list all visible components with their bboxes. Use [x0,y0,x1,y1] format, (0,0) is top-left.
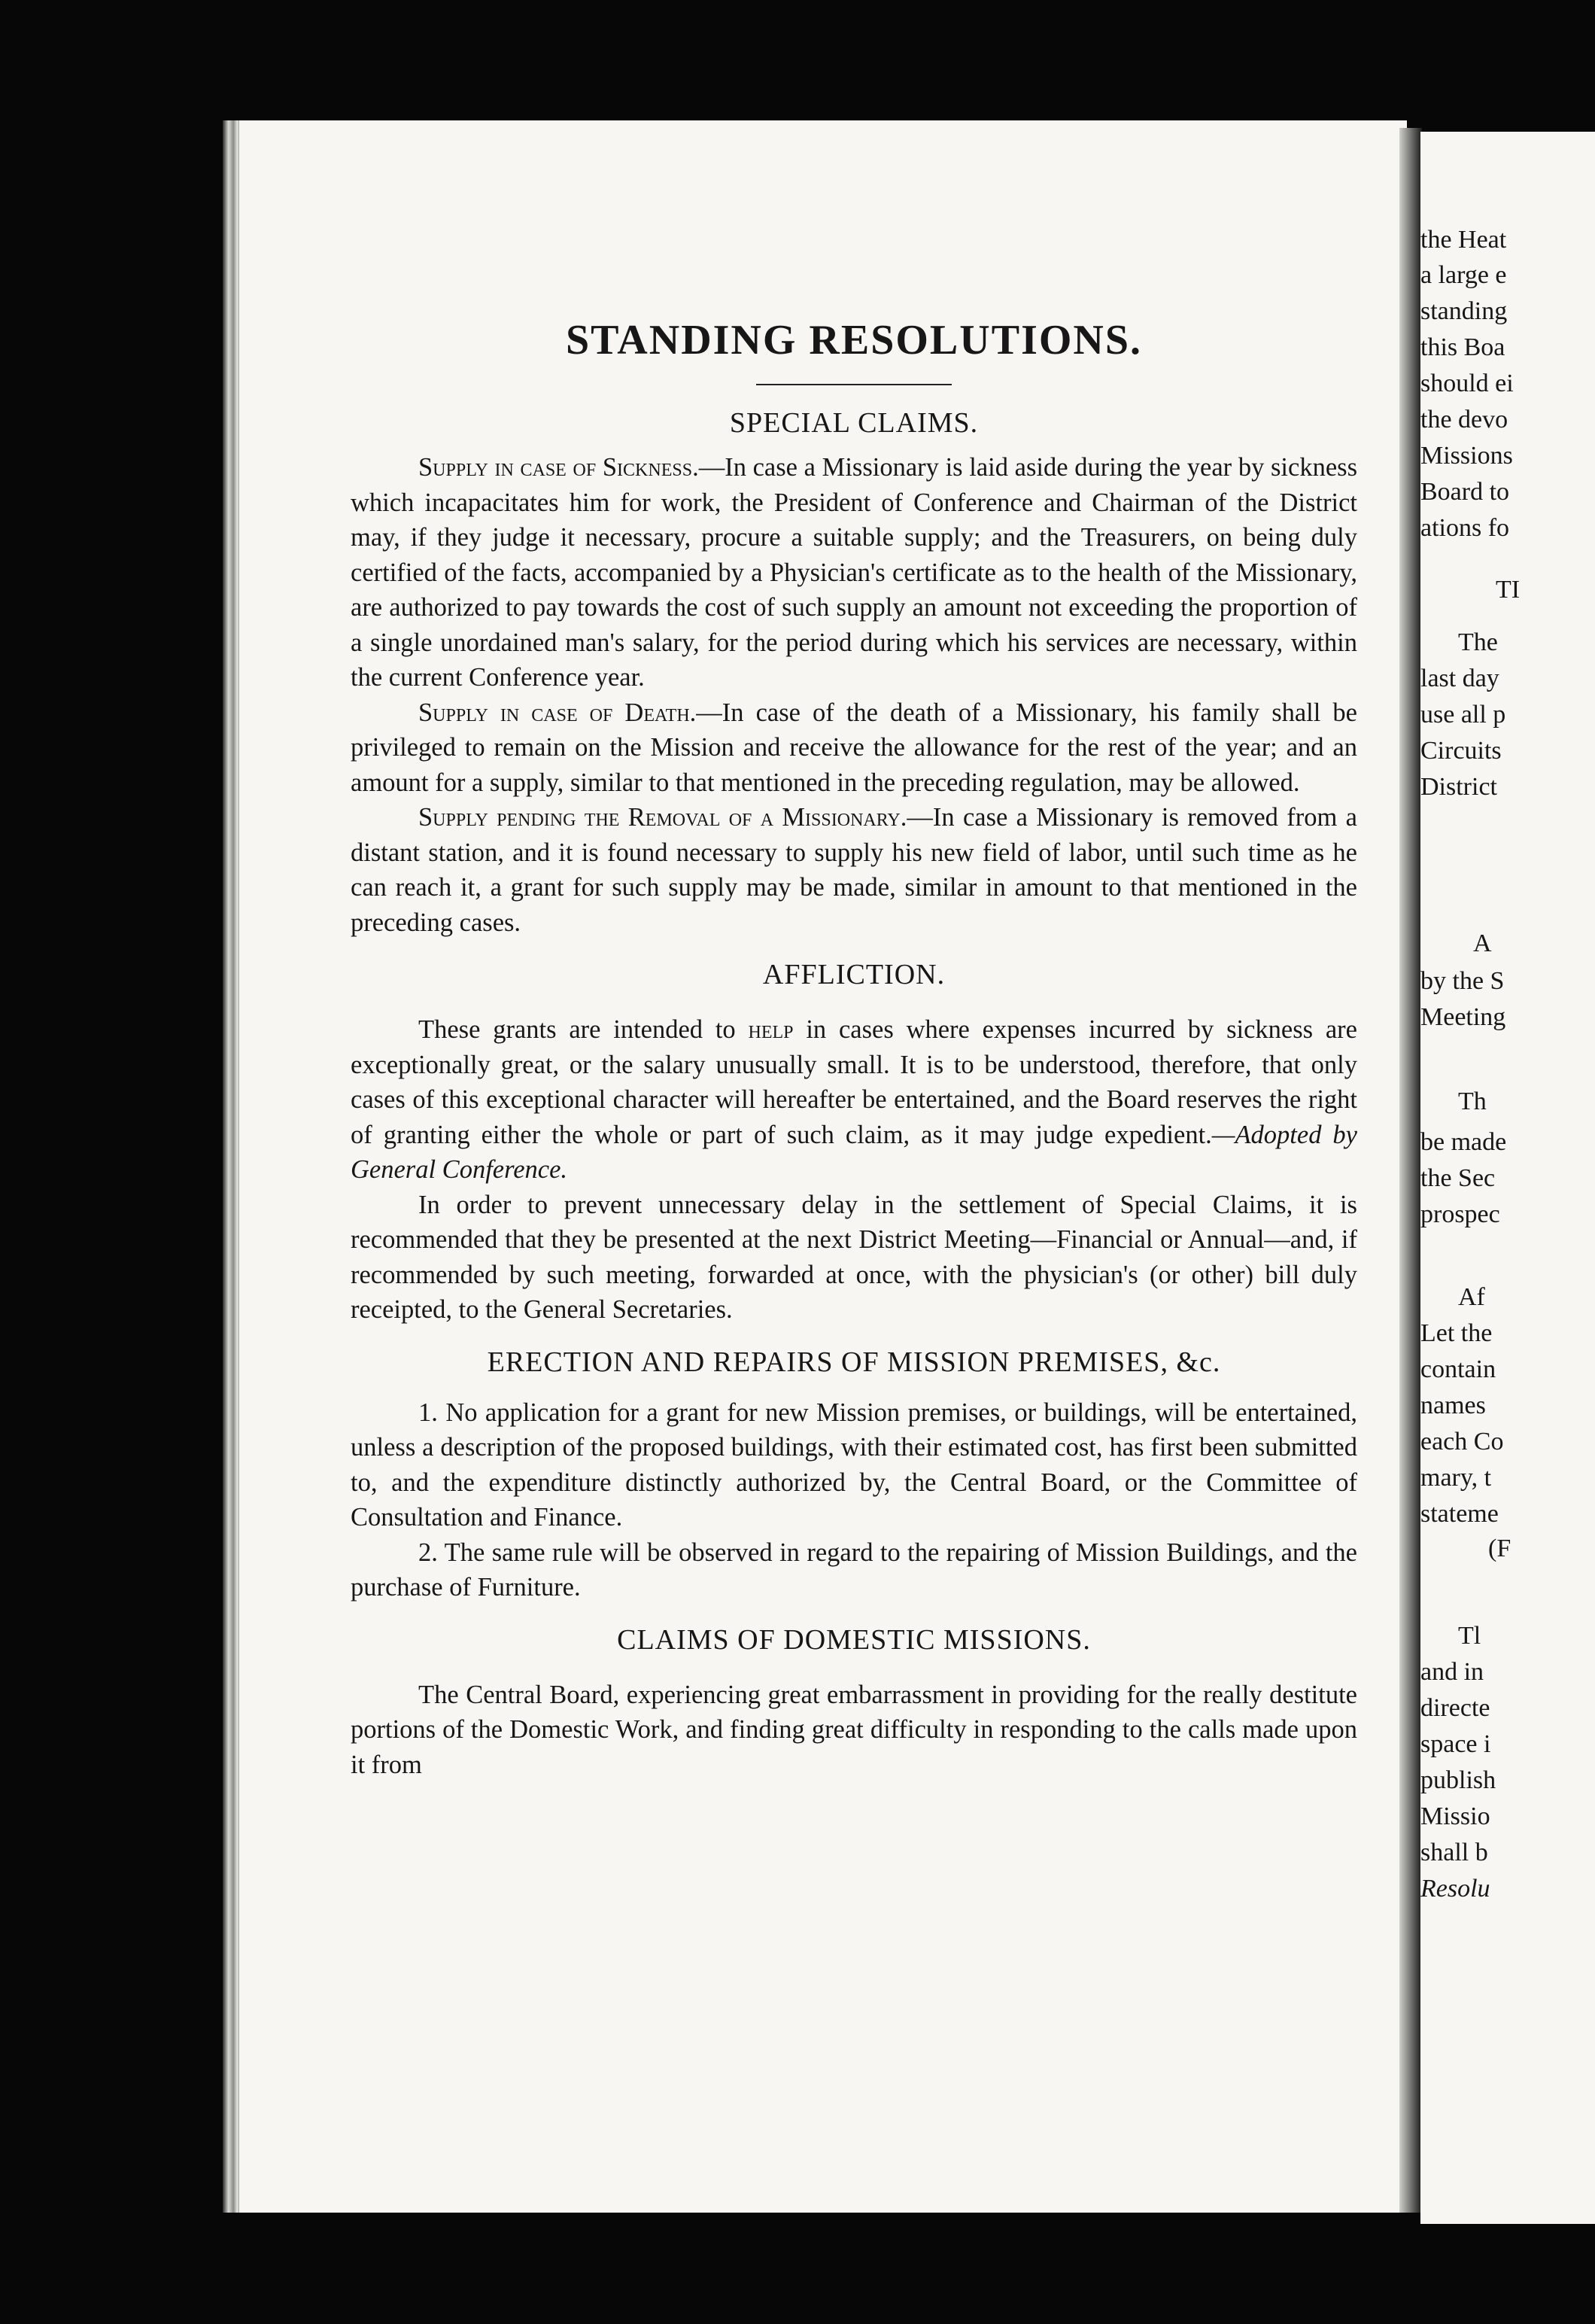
title-rule [756,384,952,385]
right-page-line: contain [1420,1355,1496,1383]
paragraph-erection-2: 2. The same rule will be observed in regard to the repairing of Mission Buildings, and the purchase of Furniture. [351,1538,1357,1602]
text-affliction-b: in cases where expenses incurred by sickness are exceptionally great, or the salary unusually small. It is to be understood, therefore, that only cases of this exceptional character will hereafter be entertained, and the Board reserves the right of granting either the whole or part of such claim, as it may judge expedient. [351,1015,1357,1149]
lead-removal: Supply pending the Removal of a Missionary. [418,803,907,832]
page-content [351,316,1357,1782]
heading-domestic: CLAIMS OF DOMESTIC MISSIONS. [617,1623,1091,1656]
right-page-line: each Co [1420,1428,1504,1456]
right-page-line: Meeting [1420,1003,1506,1031]
right-page-line: by the S [1420,967,1505,995]
right-page-line: shall b [1420,1839,1488,1866]
right-page [1420,132,1595,2224]
right-page-line: the Heat [1420,226,1507,254]
right-page-line: should ei [1420,370,1514,397]
right-page-line: Resolu [1420,1875,1490,1903]
right-page-line: a large e [1420,261,1507,289]
right-page-line: Th [1458,1087,1487,1115]
right-page-line: Tl [1458,1622,1481,1650]
text-sickness: —In case a Missionary is laid aside during the year by sickness which incapacitates him for work, the President of Conference and Chairman of the District may, if they judge it necessary, procure a suitable supply; and the Treasurers, on being duly certified of the facts, accompanied by a Physician's certificate as to the health of the Missionary, are authorized to pay towards the cost of such supply an amount not exceeding the proportion of a single unordained man's salary, for the period during which his services are necessary, within the current Conference year. [351,453,1357,692]
right-page-line: Missions [1420,442,1513,470]
right-page-line: Missio [1420,1802,1490,1830]
paragraph-death [351,695,1357,801]
right-page-line: ations fo [1420,514,1510,542]
right-page-line: names [1420,1392,1486,1419]
right-page-line: (F [1488,1535,1511,1562]
paragraph-erection-1: 1. No application for a grant for new Mission premises, or buildings, will be entertained, unless a description of the proposed buildings, with their estimated cost, has first been submitted to, and the expenditure distinctly authorized by, the Central Board, or the Committee of Consultation and Finance. [351,1398,1357,1532]
right-page-line: the Sec [1420,1164,1496,1192]
right-page-line: standing [1420,297,1508,325]
paragraph-domestic: The Central Board, experiencing great embarrassment in providing for the really destitute portions of the Domestic Work, and finding great difficulty in responding to the calls made upon it from [351,1680,1357,1779]
text-adopted: —Adopted by General Conference. [351,1120,1357,1184]
right-page-line: A [1473,929,1492,957]
paragraph-affliction-grants [351,1012,1357,1188]
paragraph-removal [351,800,1357,940]
page-gutter [1399,128,1422,2213]
heading-affliction: AFFLICTION. [762,959,946,990]
right-page-line: the devo [1420,406,1508,433]
text-death: —In case of the death of a Missionary, his family shall be privileged to remain on the Mission and receive the allowance for the rest of the year; and an amount for a supply, similar to that mentioned in the preceding regulation, may be allowed. [351,698,1357,797]
right-page-line: publish [1420,1766,1496,1794]
page-title: STANDING RESOLUTIONS. [565,317,1143,364]
right-page-line: prospec [1420,1200,1500,1228]
right-page-line: The [1458,628,1498,656]
paragraph-sickness [351,450,1357,695]
lead-death: Supply in case of Death. [418,698,697,727]
right-page-line: be made [1420,1128,1507,1156]
heading-special-claims: SPECIAL CLAIMS. [729,407,979,439]
heading-erection: ERECTION AND REPAIRS OF MISSION PREMISES, &c. [487,1346,1221,1378]
lead-sickness: Supply in case of Sickness. [418,453,699,482]
right-page-line: Af [1458,1283,1485,1311]
right-page-line: use all p [1420,701,1506,729]
text-removal: —In case a Missionary is removed from a distant station, and it is found necessary to supply his new field of labor, until such time as he can reach it, a grant for such supply may be made, similar in amount to that mentioned in the preceding cases. [351,803,1357,937]
right-page-line: Circuits [1420,737,1502,765]
right-page-line: TI [1496,576,1521,604]
right-page-line: space i [1420,1730,1491,1758]
right-page-line: last day [1420,665,1499,692]
right-page-line: stateme [1420,1500,1499,1528]
right-page-line: this Boa [1420,333,1505,361]
right-page-line: and in [1420,1658,1484,1686]
right-page-line: District [1420,773,1497,801]
right-page-line: mary, t [1420,1464,1492,1492]
right-page-line: Let the [1420,1319,1493,1347]
right-page-line: directe [1420,1694,1490,1722]
text-help: help [748,1015,794,1044]
text-affliction-a: These grants are intended to [418,1015,749,1044]
paragraph-affliction-delay: In order to prevent unnecessary delay in the settlement of Special Claims, it is recommended that they be presented at the next District Meeting—Financial or Annual—and, if recommended by such meeting, forwarded at once, with the physician's (or other) bill duly receipted, to the General Secretaries. [351,1190,1357,1324]
right-page-line: Board to [1420,478,1510,506]
